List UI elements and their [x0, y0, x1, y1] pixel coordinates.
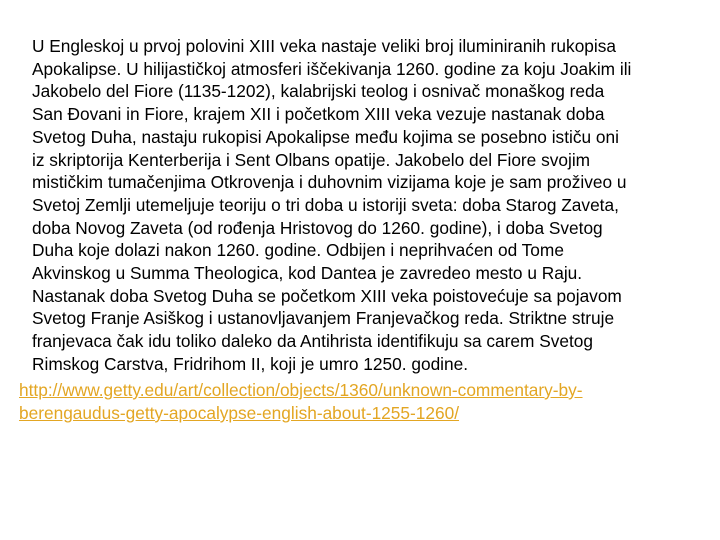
paragraph-line: Duha koje dolazi nakon 1260. godine. Odbijen i neprihvaćen od Tome [32, 240, 564, 261]
paragraph-line: mističkim tumačenjima Otkrovenja i duhovnim vizijama koje je sam proživeo u [32, 172, 627, 193]
paragraph-line: U Engleskoj u prvoj polovini XIII veka nastaje veliki broj iluminiranih rukopisa [32, 36, 617, 56]
paragraph-line: Apokalipse. U hilijastičkoj atmosferi iščekivanja 1260. godine za koju Joakim ili [32, 58, 632, 79]
paragraph-line: Rimskog Carstva, Fridrihom II, koji je umro 1250. godine. [32, 353, 469, 374]
paragraph-line: Svetog Duha, nastaju rukopisi Apokalipse među kojima se posebno ističu oni [32, 126, 619, 147]
paragraph-line: Akvinskog u Summa Theologica, kod Dantea je zavredeo mesto u Raju. [32, 263, 583, 284]
paragraph-line: iz skriptorija Kenterberija i Sent Olbans opatije. Jakobelo del Fiore svojim [32, 149, 591, 170]
paragraph-line: San Đovani in Fiore, krajem XII i početkom XIII veka vezuje nastanak doba [32, 104, 605, 125]
paragraph-line: Nastanak doba Svetog Duha se početkom XIII veka poistovećuje sa pojavom [32, 285, 622, 306]
body-paragraph [32, 35, 712, 376]
paragraph-line: doba Novog Zaveta (od rođenja Hristovog do 1260. godine), i doba Svetog [32, 217, 603, 238]
paragraph-line: franjevaca čak idu toliko daleko da Antihrista identifikuju sa carem Svetog [32, 331, 593, 352]
paragraph-line: Svetog Franje Asiškog i ustanovljavanjem Franjevačkog reda. Striktne struje [32, 308, 615, 329]
getty-link-line-1[interactable]: http://www.getty.edu/art/collection/objects/1360/unknown-commentary-by- [19, 380, 583, 400]
paragraph-line: Jakobelo del Fiore (1135-1202), kalabrijski teolog i osnivač monaškog reda [32, 81, 605, 102]
paragraph-line: Svetoj Zemlji utemeljuje teoriju o tri doba u istoriji sveta: doba Starog Zaveta, [32, 194, 619, 215]
getty-link[interactable] [19, 379, 583, 425]
getty-link-line-2[interactable]: berengaudus-getty-apocalypse-english-about-1255-1260/ [19, 403, 460, 423]
